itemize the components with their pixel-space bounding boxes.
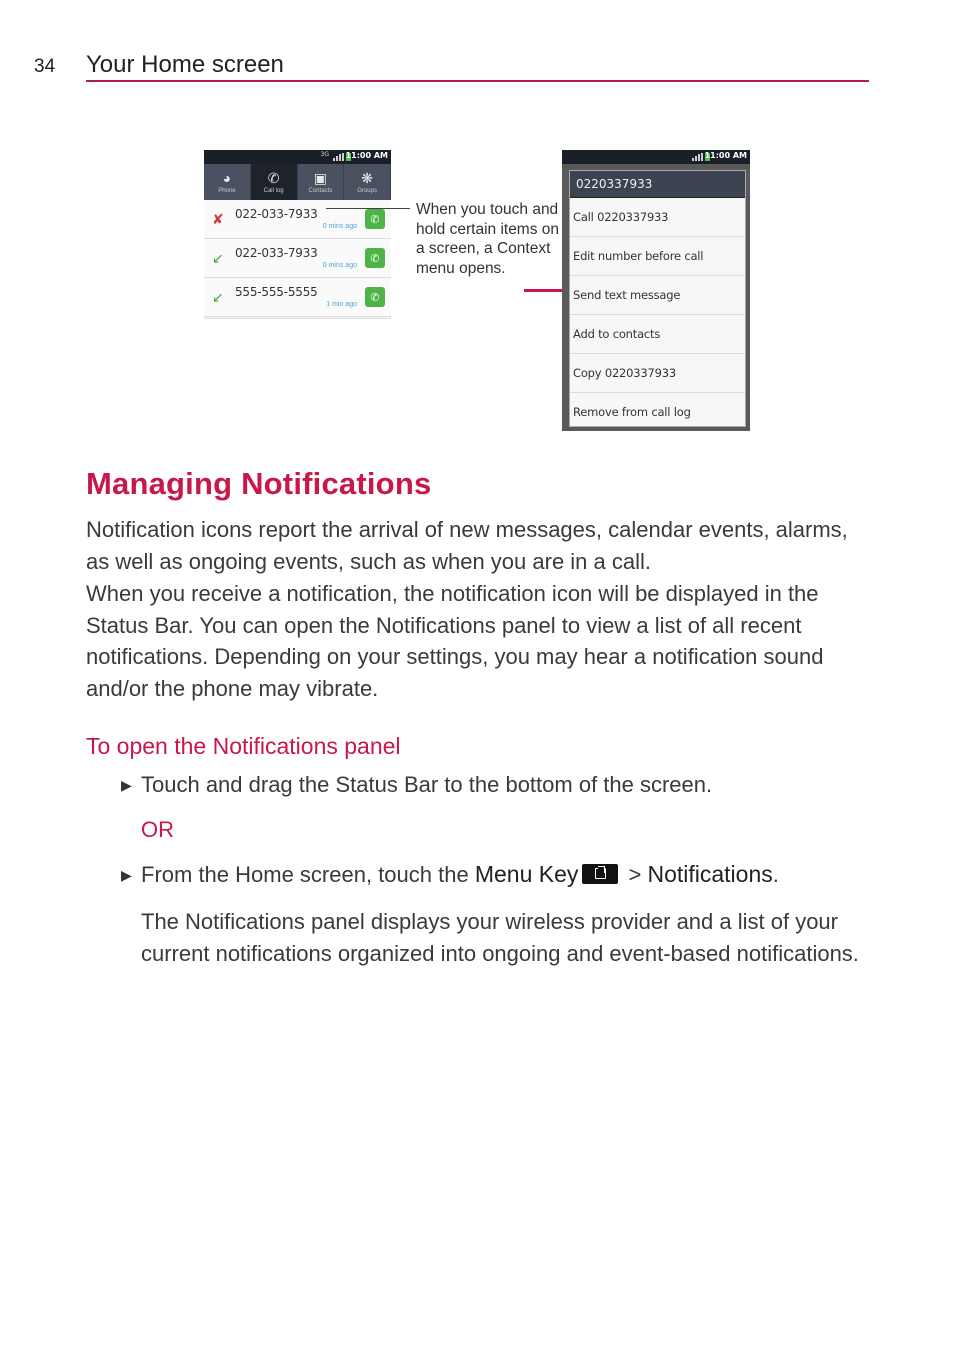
signal-icon	[692, 153, 704, 161]
phone-handset-icon: ✆	[370, 291, 380, 304]
context-menu-title: 0220337933	[570, 171, 745, 198]
menu-key-icon	[582, 864, 618, 884]
contacts-icon: ▣	[313, 170, 327, 186]
subheading: To open the Notifications panel	[86, 733, 401, 759]
incoming-call-icon: ↙	[212, 250, 224, 266]
menu-item-call[interactable]: Call 0220337933	[570, 198, 745, 237]
call-button[interactable]	[365, 287, 385, 307]
menu-item-copy[interactable]: Copy 0220337933	[570, 354, 745, 393]
bullet-arrow-icon: ▶	[121, 777, 132, 793]
call-time: 0 mins ago	[322, 262, 357, 269]
status-time: 11:00 AM	[704, 151, 747, 160]
context-menu-screenshot	[562, 150, 750, 431]
step-2	[141, 861, 779, 888]
step-2-prefix: From the Home screen, touch the	[141, 862, 475, 887]
tab-label: Call log	[263, 188, 284, 194]
call-number: 022-033-7933	[235, 246, 318, 260]
call-log-icon: ✆	[267, 170, 280, 186]
header-rule	[86, 80, 869, 82]
call-number: 022-033-7933	[235, 207, 318, 221]
phone-handset-icon: ✆	[370, 213, 380, 226]
menu-item-edit-number[interactable]: Edit number before call	[570, 237, 745, 276]
step-2-separator: >	[622, 862, 648, 887]
dialer-tabs	[204, 164, 391, 200]
tab-call-log[interactable]	[251, 164, 298, 200]
incoming-call-icon: ↙	[212, 289, 224, 305]
tab-label: Contacts	[308, 188, 333, 194]
call-number: 555-555-5555	[235, 285, 318, 299]
menu-item-add-contact[interactable]: Add to contacts	[570, 315, 745, 354]
callout-text: When you touch and hold certain items on a screen, a Context menu opens.	[416, 201, 560, 278]
step-1: Touch and drag the Status Bar to the bottom of the screen.	[141, 772, 713, 797]
call-log-screenshot	[204, 150, 391, 319]
status-bar	[204, 150, 391, 164]
call-button[interactable]	[365, 248, 385, 268]
missed-call-icon: ✘	[212, 211, 224, 227]
context-menu	[569, 170, 746, 427]
status-bar	[562, 150, 750, 164]
tab-contacts[interactable]	[298, 164, 345, 200]
call-log-row[interactable]	[204, 239, 391, 278]
call-button[interactable]	[365, 209, 385, 229]
body-paragraph: Notification icons report the arrival of new messages, calendar events, alarms, as well as ongoing events, such as when you are in a call.	[86, 517, 848, 574]
page-number: 34	[34, 56, 56, 77]
section-title: Your Home screen	[86, 51, 284, 78]
call-log-row[interactable]	[204, 200, 391, 239]
tab-groups[interactable]	[344, 164, 391, 200]
call-time: 1 min ago	[326, 301, 357, 308]
callout-leader-line	[326, 208, 410, 209]
phone-handset-icon: ✆	[370, 252, 380, 265]
network-indicator: 3G	[320, 151, 329, 158]
menu-item-send-text[interactable]: Send text message	[570, 276, 745, 315]
signal-icon	[333, 153, 345, 161]
tab-label: Groups	[357, 188, 377, 194]
menu-key-label: Menu Key	[474, 861, 579, 887]
groups-icon: ❋	[361, 170, 373, 186]
tab-phone[interactable]	[204, 164, 251, 200]
page-heading: Managing Notifications	[86, 466, 432, 501]
bullet-arrow-icon: ▶	[121, 867, 132, 883]
step-2-suffix: .	[772, 862, 779, 887]
phone-icon: ◕	[222, 170, 232, 186]
body-paragraph: The Notifications panel displays your wireless provider and a list of your current notifications organized into ongoing and event-based notifications.	[141, 909, 859, 966]
or-label: OR	[141, 817, 174, 842]
notifications-label: Notifications	[647, 861, 773, 887]
menu-item-remove[interactable]: Remove from call log	[573, 405, 691, 419]
body-paragraph: When you receive a notification, the notification icon will be displayed in the Status Bar. You can open the Notifications panel to view a list of all recent notifications. Depending on your settings, you may hear a notification sound and/or the phone may vibrate.	[86, 581, 824, 702]
call-time: 0 mins ago	[322, 223, 357, 230]
call-log-row[interactable]	[204, 278, 391, 317]
status-time: 11:00 AM	[345, 151, 388, 160]
tab-label: Phone	[218, 188, 236, 194]
